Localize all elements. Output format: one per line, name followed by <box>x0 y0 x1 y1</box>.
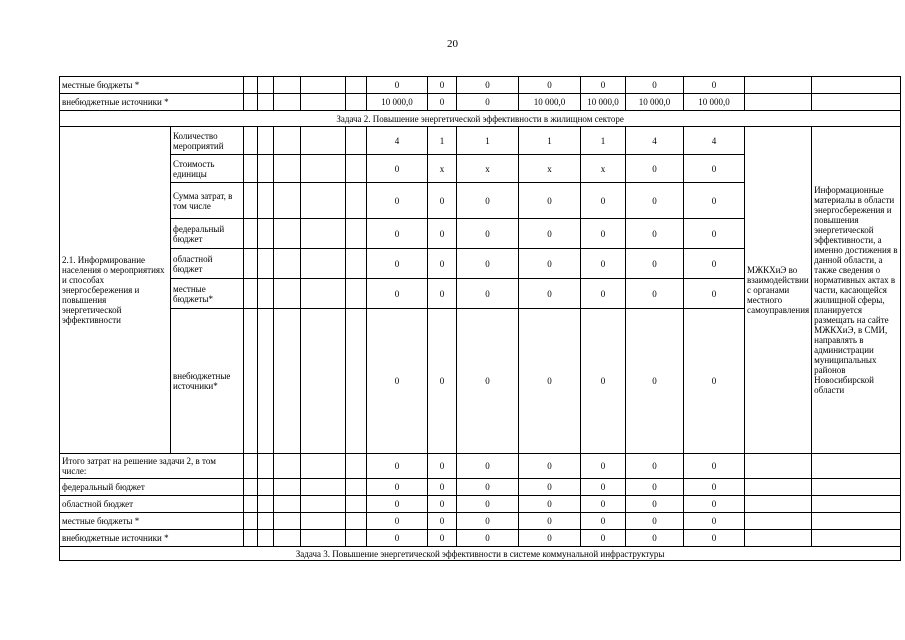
task-2-title: Задача 2. Повышение энергетической эффективности в жилищном секторе <box>60 111 901 127</box>
value-cell: 0 <box>428 249 457 279</box>
value-cell: 0 <box>367 454 428 479</box>
value-cell: х <box>428 155 457 183</box>
value-cell: 0 <box>684 496 745 513</box>
value-cell: 0 <box>519 513 581 530</box>
row-label: внебюджетные источники * <box>60 94 244 111</box>
value-cell: 0 <box>519 496 581 513</box>
task-header-row <box>60 111 901 127</box>
value-cell: 0 <box>626 309 684 454</box>
value-cell: 0 <box>684 219 745 249</box>
value-cell: 0 <box>626 454 684 479</box>
value-cell: 0 <box>367 155 428 183</box>
value-cell: 0 <box>626 249 684 279</box>
value-cell: 0 <box>519 279 581 309</box>
value-cell: 0 <box>457 479 519 496</box>
value-cell: 0 <box>457 94 519 111</box>
value-cell: 0 <box>581 309 626 454</box>
value-cell: 0 <box>581 77 626 94</box>
value-cell: 0 <box>367 219 428 249</box>
value-cell: 0 <box>457 77 519 94</box>
value-cell: 0 <box>367 249 428 279</box>
value-cell: 0 <box>428 183 457 219</box>
value-cell: 0 <box>428 219 457 249</box>
row-label: Стоимость единицы <box>171 155 244 183</box>
value-cell: 0 <box>428 77 457 94</box>
value-cell: х <box>457 155 519 183</box>
row-label: местные бюджеты* <box>171 279 244 309</box>
value-cell: 0 <box>626 183 684 219</box>
value-cell: 1 <box>428 127 457 155</box>
value-cell: 0 <box>581 219 626 249</box>
row-label: внебюджетные источники* <box>171 309 244 454</box>
value-cell: 0 <box>684 279 745 309</box>
value-cell: 0 <box>581 279 626 309</box>
value-cell: 0 <box>519 249 581 279</box>
value-cell: 0 <box>428 479 457 496</box>
value-cell: 4 <box>684 127 745 155</box>
value-cell: 0 <box>684 530 745 547</box>
value-cell: 0 <box>581 249 626 279</box>
value-cell: 0 <box>684 155 745 183</box>
value-cell: 0 <box>684 77 745 94</box>
table-row <box>60 479 901 496</box>
page-number: 20 <box>447 38 458 50</box>
expected-result: Информационные материалы в области энергосбережения и повышения энергетической эффективности, а именно достижения в данной области, а также сведения о нормативных актах в части, касающейся жилищной сферы, планируется размещать на сайте МЖКХиЭ, в СМИ, направлять в администрации муниципальных районов Новосибирской области <box>812 127 901 454</box>
value-cell: 0 <box>428 279 457 309</box>
value-cell: 0 <box>626 496 684 513</box>
value-cell: 0 <box>684 479 745 496</box>
value-cell: 0 <box>457 530 519 547</box>
value-cell: 0 <box>581 530 626 547</box>
value-cell: 0 <box>519 77 581 94</box>
value-cell: 0 <box>428 454 457 479</box>
value-cell: 4 <box>626 127 684 155</box>
value-cell: 0 <box>519 309 581 454</box>
value-cell: 0 <box>367 479 428 496</box>
row-label: Сумма затрат, в том числе <box>171 183 244 219</box>
value-cell: 0 <box>367 309 428 454</box>
value-cell: 0 <box>367 496 428 513</box>
value-cell: 0 <box>367 279 428 309</box>
value-cell: 0 <box>626 479 684 496</box>
value-cell: х <box>519 155 581 183</box>
table-row <box>60 496 901 513</box>
value-cell: 0 <box>428 496 457 513</box>
value-cell: 0 <box>457 454 519 479</box>
row-label: областной бюджет <box>171 249 244 279</box>
value-cell: 0 <box>367 77 428 94</box>
row-label: местные бюджеты * <box>60 77 244 94</box>
value-cell: 0 <box>457 249 519 279</box>
row-label: федеральный бюджет <box>60 479 244 496</box>
value-cell: 0 <box>457 183 519 219</box>
value-cell: 0 <box>626 77 684 94</box>
value-cell: 0 <box>684 454 745 479</box>
value-cell: 4 <box>367 127 428 155</box>
measure-name: 2.1. Информирование населения о мероприятиях и способах энергосбережения и повышения энергетической эффективности <box>60 127 171 454</box>
value-cell: 0 <box>684 183 745 219</box>
value-cell: 0 <box>626 279 684 309</box>
value-cell: 0 <box>457 219 519 249</box>
value-cell: 10 000,0 <box>626 94 684 111</box>
value-cell: 0 <box>519 219 581 249</box>
value-cell: 0 <box>519 454 581 479</box>
row-label: областной бюджет <box>60 496 244 513</box>
value-cell: 0 <box>626 155 684 183</box>
value-cell: 0 <box>581 479 626 496</box>
value-cell: 0 <box>457 513 519 530</box>
value-cell: 0 <box>519 479 581 496</box>
value-cell: 0 <box>457 279 519 309</box>
value-cell: х <box>581 155 626 183</box>
table-row <box>60 94 901 111</box>
value-cell: 1 <box>519 127 581 155</box>
value-cell: 0 <box>581 496 626 513</box>
task-3-title: Задача 3. Повышение энергетической эффективности в системе коммунальной инфраструктуры <box>60 547 901 561</box>
value-cell: 0 <box>428 309 457 454</box>
value-cell: 0 <box>367 513 428 530</box>
value-cell: 0 <box>684 513 745 530</box>
value-cell: 0 <box>626 219 684 249</box>
value-cell: 0 <box>626 513 684 530</box>
value-cell: 0 <box>367 530 428 547</box>
program-measures-table <box>59 76 901 561</box>
value-cell: 0 <box>581 513 626 530</box>
executor: МЖКХиЭ во взаимодействии с органами местного самоуправления <box>745 127 812 454</box>
value-cell: 0 <box>519 183 581 219</box>
value-cell: 0 <box>428 530 457 547</box>
value-cell: 0 <box>428 513 457 530</box>
row-label: Итого затрат на решение задачи 2, в том числе: <box>60 454 244 479</box>
row-label: внебюджетные источники * <box>60 530 244 547</box>
table-row <box>60 530 901 547</box>
task-header-row <box>60 547 901 561</box>
value-cell: 0 <box>684 309 745 454</box>
value-cell: 0 <box>428 94 457 111</box>
table-row <box>60 454 901 479</box>
value-cell: 0 <box>367 183 428 219</box>
row-label: местные бюджеты * <box>60 513 244 530</box>
value-cell: 0 <box>626 530 684 547</box>
table-row <box>60 513 901 530</box>
row-label: Количество мероприятий <box>171 127 244 155</box>
value-cell: 0 <box>457 309 519 454</box>
value-cell: 10 000,0 <box>684 94 745 111</box>
value-cell: 0 <box>519 530 581 547</box>
value-cell: 0 <box>457 496 519 513</box>
row-label: федеральный бюджет <box>171 219 244 249</box>
table-row <box>60 127 901 155</box>
value-cell: 0 <box>581 454 626 479</box>
value-cell: 10 000,0 <box>581 94 626 111</box>
value-cell: 10 000,0 <box>519 94 581 111</box>
value-cell: 1 <box>457 127 519 155</box>
table-row <box>60 77 901 94</box>
value-cell: 0 <box>684 249 745 279</box>
value-cell: 10 000,0 <box>367 94 428 111</box>
value-cell: 1 <box>581 127 626 155</box>
value-cell: 0 <box>581 183 626 219</box>
